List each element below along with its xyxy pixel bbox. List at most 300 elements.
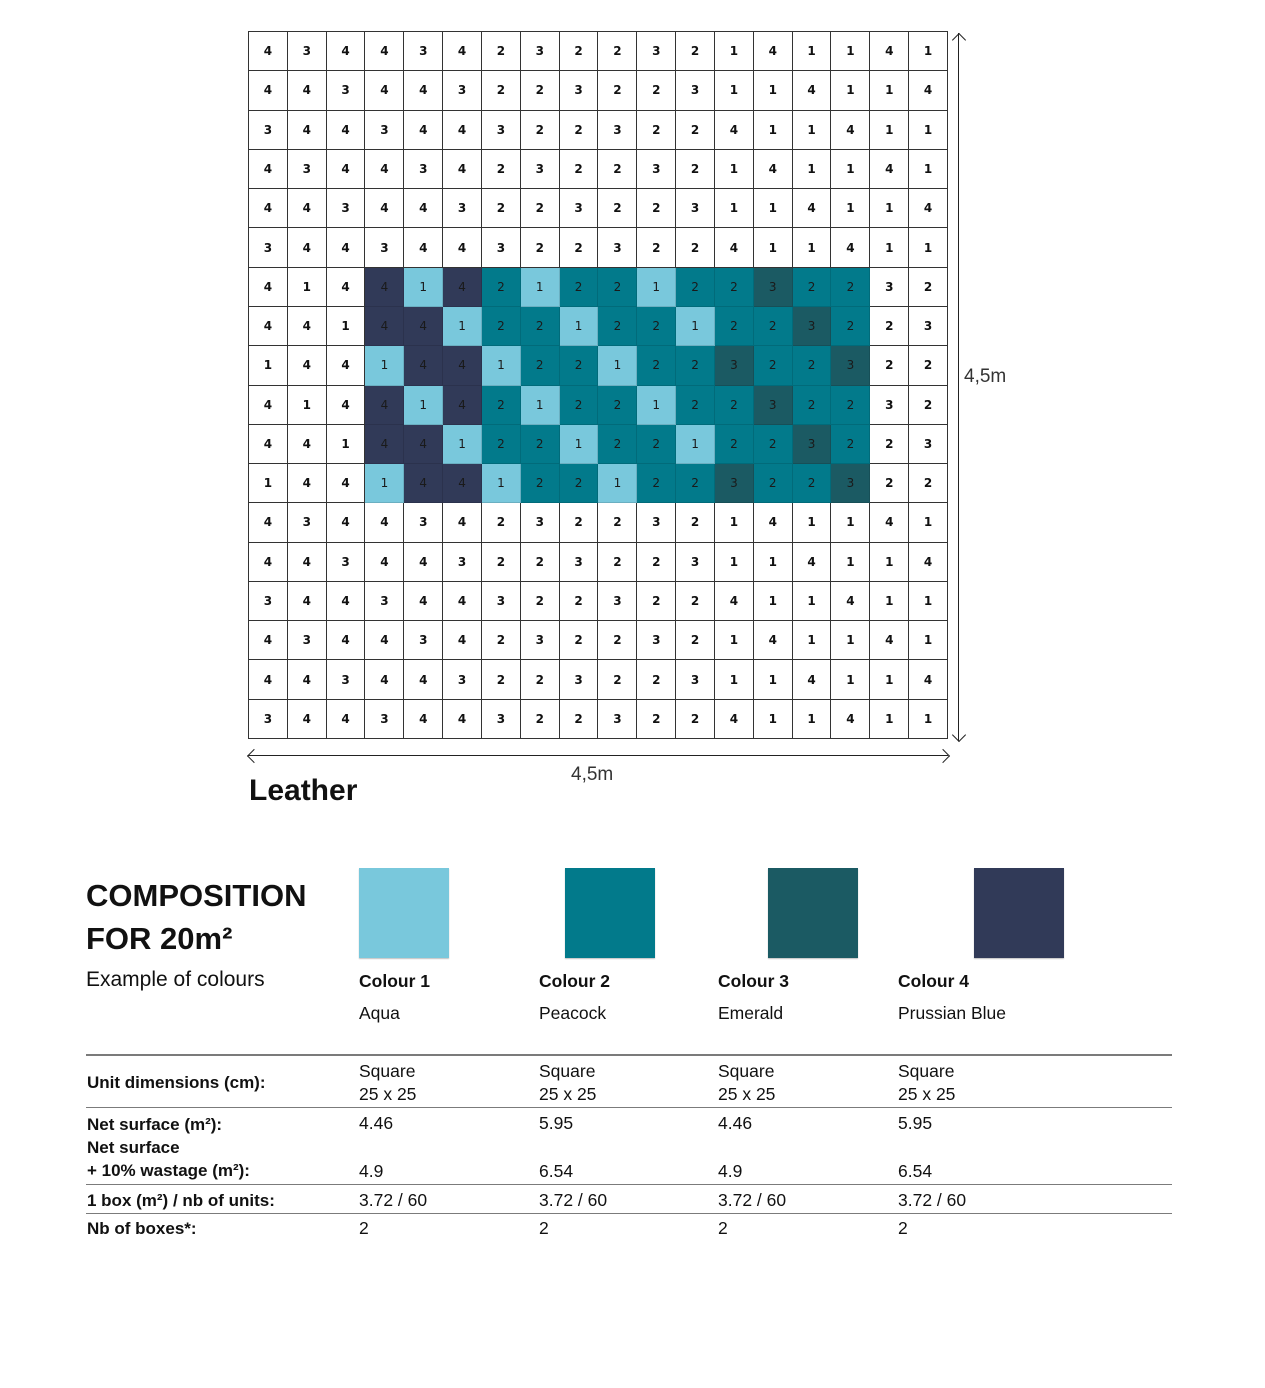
grid-cell: 4 — [793, 660, 832, 699]
grid-cell: 1 — [249, 464, 288, 503]
grid-cell: 1 — [870, 700, 909, 739]
grid-cell: 2 — [560, 621, 599, 660]
grid-cell: 1 — [793, 228, 832, 267]
grid-cell: 2 — [521, 700, 560, 739]
table-cell-box: 3.72 / 60 — [359, 1190, 428, 1210]
table-cell-wastage: 6.54 — [898, 1161, 933, 1181]
grid-cell: 2 — [598, 189, 637, 228]
grid-cell: 2 — [637, 425, 676, 464]
grid-cell: 1 — [482, 464, 521, 503]
grid-cell: 4 — [365, 307, 404, 346]
grid-cell: 4 — [443, 386, 482, 425]
grid-cell: 4 — [870, 621, 909, 660]
grid-cell: 3 — [249, 700, 288, 739]
grid-cell: 1 — [249, 346, 288, 385]
grid-cell: 3 — [288, 621, 327, 660]
grid-cell: 3 — [288, 503, 327, 542]
grid-cell: 4 — [365, 660, 404, 699]
grid-cell: 4 — [288, 543, 327, 582]
grid-cell: 2 — [482, 543, 521, 582]
table-cell-dim2: 25 x 25 — [539, 1084, 597, 1104]
grid-cell: 2 — [637, 228, 676, 267]
grid-cell: 1 — [327, 425, 366, 464]
grid-cell: 2 — [637, 464, 676, 503]
grid-cell: 2 — [521, 346, 560, 385]
grid-cell: 4 — [327, 700, 366, 739]
grid-cell: 1 — [754, 111, 793, 150]
grid-cell: 1 — [715, 543, 754, 582]
grid-cell: 2 — [676, 228, 715, 267]
grid-cell: 4 — [443, 503, 482, 542]
table-cell-dim2: 25 x 25 — [718, 1084, 776, 1104]
grid-cell: 2 — [598, 425, 637, 464]
colour-3-label: Colour 3 — [718, 971, 789, 991]
grid-cell: 2 — [637, 189, 676, 228]
grid-cell: 4 — [443, 268, 482, 307]
grid-cell: 4 — [443, 32, 482, 71]
grid-cell: 2 — [793, 464, 832, 503]
grid-cell: 2 — [676, 582, 715, 621]
arrow-down-icon — [952, 728, 966, 742]
grid-cell: 1 — [793, 621, 832, 660]
grid-cell: 1 — [793, 700, 832, 739]
table-cell-net: 5.95 — [539, 1113, 574, 1133]
grid-cell: 1 — [521, 386, 560, 425]
grid-cell: 2 — [715, 386, 754, 425]
grid-cell: 4 — [831, 582, 870, 621]
grid-cell: 2 — [598, 503, 637, 542]
grid-cell: 2 — [715, 268, 754, 307]
grid-cell: 3 — [327, 660, 366, 699]
grid-cell: 2 — [482, 71, 521, 110]
grid-cell: 2 — [637, 71, 676, 110]
grid-cell: 4 — [715, 111, 754, 150]
grid-cell: 4 — [249, 189, 288, 228]
grid-cell: 1 — [831, 189, 870, 228]
grid-cell: 3 — [754, 268, 793, 307]
grid-cell: 1 — [831, 71, 870, 110]
grid-cell: 1 — [831, 503, 870, 542]
grid-cell: 2 — [637, 660, 676, 699]
grid-cell: 2 — [637, 700, 676, 739]
grid-cell: 3 — [327, 71, 366, 110]
grid-cell: 2 — [482, 150, 521, 189]
grid-cell: 1 — [443, 425, 482, 464]
grid-cell: 1 — [870, 189, 909, 228]
grid-cell: 4 — [404, 346, 443, 385]
grid-cell: 4 — [365, 189, 404, 228]
grid-cell: 1 — [793, 111, 832, 150]
grid-cell: 3 — [443, 660, 482, 699]
grid-cell: 2 — [637, 543, 676, 582]
table-cell-box: 3.72 / 60 — [539, 1190, 608, 1210]
table-divider — [86, 1107, 1172, 1108]
grid-cell: 4 — [443, 111, 482, 150]
grid-cell: 4 — [404, 700, 443, 739]
width-label: 4,5m — [571, 764, 614, 785]
grid-cell: 2 — [560, 582, 599, 621]
grid-cell: 3 — [443, 71, 482, 110]
grid-cell: 1 — [676, 307, 715, 346]
grid-cell: 1 — [831, 32, 870, 71]
grid-cell: 1 — [754, 71, 793, 110]
grid-cell: 1 — [637, 268, 676, 307]
grid-cell: 2 — [676, 503, 715, 542]
grid-cell: 3 — [637, 32, 676, 71]
grid-cell: 3 — [754, 386, 793, 425]
grid-cell: 2 — [676, 700, 715, 739]
grid-cell: 2 — [676, 621, 715, 660]
table-cell-dim1: Square — [359, 1061, 416, 1081]
grid-cell: 2 — [909, 346, 948, 385]
grid-cell: 1 — [909, 111, 948, 150]
grid-cell: 3 — [598, 700, 637, 739]
grid-cell: 1 — [404, 268, 443, 307]
grid-cell: 1 — [365, 346, 404, 385]
grid-cell: 4 — [404, 228, 443, 267]
pattern-name: Leather — [249, 774, 358, 807]
grid-cell: 3 — [365, 700, 404, 739]
grid-cell: 2 — [560, 150, 599, 189]
grid-cell: 4 — [327, 228, 366, 267]
grid-cell: 2 — [754, 425, 793, 464]
arrow-left-icon — [247, 749, 261, 763]
grid-cell: 3 — [598, 111, 637, 150]
grid-cell: 3 — [521, 150, 560, 189]
grid-cell: 1 — [715, 32, 754, 71]
grid-cell: 4 — [249, 32, 288, 71]
grid-cell: 1 — [754, 228, 793, 267]
colour-2-swatch — [565, 868, 655, 958]
grid-cell: 4 — [715, 582, 754, 621]
grid-cell: 4 — [715, 228, 754, 267]
grid-cell: 1 — [715, 503, 754, 542]
grid-cell: 2 — [560, 32, 599, 71]
grid-cell: 2 — [870, 425, 909, 464]
table-cell-dim1: Square — [718, 1061, 775, 1081]
grid-cell: 4 — [443, 621, 482, 660]
nb-boxes-label: Nb of boxes*: — [87, 1219, 197, 1238]
grid-cell: 3 — [598, 228, 637, 267]
grid-cell: 3 — [909, 425, 948, 464]
grid-cell: 1 — [327, 307, 366, 346]
grid-cell: 1 — [560, 425, 599, 464]
grid-cell: 1 — [831, 543, 870, 582]
grid-cell: 1 — [793, 503, 832, 542]
grid-cell: 4 — [909, 189, 948, 228]
grid-cell: 3 — [560, 543, 599, 582]
colour-4-label: Colour 4 — [898, 971, 969, 991]
grid-cell: 4 — [443, 700, 482, 739]
grid-cell: 4 — [249, 307, 288, 346]
grid-cell: 4 — [909, 660, 948, 699]
grid-cell: 2 — [754, 307, 793, 346]
grid-cell: 2 — [870, 307, 909, 346]
colour-1-swatch — [359, 868, 449, 958]
table-cell-dim2: 25 x 25 — [898, 1084, 956, 1104]
grid-cell: 4 — [327, 150, 366, 189]
table-cell-dim2: 25 x 25 — [359, 1084, 417, 1104]
grid-cell: 2 — [482, 32, 521, 71]
grid-cell: 2 — [676, 111, 715, 150]
grid-cell: 4 — [365, 150, 404, 189]
grid-cell: 4 — [365, 621, 404, 660]
grid-cell: 3 — [831, 464, 870, 503]
grid-cell: 2 — [909, 268, 948, 307]
grid-cell: 1 — [754, 582, 793, 621]
grid-cell: 4 — [288, 660, 327, 699]
grid-cell: 3 — [637, 503, 676, 542]
composition-title-line2: FOR 20m² — [86, 921, 233, 956]
grid-cell: 3 — [327, 543, 366, 582]
grid-cell: 1 — [909, 700, 948, 739]
grid-cell: 2 — [482, 425, 521, 464]
grid-cell: 3 — [443, 189, 482, 228]
grid-cell: 2 — [482, 386, 521, 425]
grid-cell: 4 — [249, 425, 288, 464]
grid-cell: 1 — [482, 346, 521, 385]
grid-cell: 4 — [443, 228, 482, 267]
grid-cell: 1 — [560, 307, 599, 346]
grid-cell: 2 — [482, 189, 521, 228]
grid-cell: 2 — [521, 425, 560, 464]
grid-cell: 4 — [404, 71, 443, 110]
grid-cell: 4 — [327, 111, 366, 150]
grid-cell: 4 — [327, 621, 366, 660]
grid-cell: 3 — [482, 582, 521, 621]
grid-cell: 4 — [715, 700, 754, 739]
table-cell-dim1: Square — [539, 1061, 596, 1081]
grid-cell: 1 — [365, 464, 404, 503]
grid-cell: 4 — [754, 150, 793, 189]
grid-cell: 4 — [793, 71, 832, 110]
grid-cell: 1 — [288, 386, 327, 425]
grid-cell: 3 — [404, 503, 443, 542]
grid-cell: 3 — [404, 150, 443, 189]
grid-cell: 4 — [754, 621, 793, 660]
grid-cell: 4 — [793, 543, 832, 582]
grid-cell: 1 — [831, 660, 870, 699]
table-cell-net: 5.95 — [898, 1113, 933, 1133]
grid-cell: 4 — [754, 503, 793, 542]
colour-1-label: Colour 1 — [359, 971, 430, 991]
grid-cell: 1 — [754, 700, 793, 739]
grid-cell: 3 — [443, 543, 482, 582]
table-cell-net: 4.46 — [359, 1113, 394, 1133]
grid-cell: 1 — [870, 228, 909, 267]
table-cell-wastage: 4.9 — [718, 1161, 743, 1181]
grid-cell: 1 — [676, 425, 715, 464]
grid-cell: 3 — [676, 71, 715, 110]
colour-2-name: Peacock — [539, 1003, 607, 1023]
grid-cell: 3 — [560, 660, 599, 699]
grid-cell: 2 — [754, 346, 793, 385]
grid-cell: 4 — [909, 543, 948, 582]
grid-cell: 4 — [249, 621, 288, 660]
grid-cell: 2 — [598, 660, 637, 699]
grid-cell: 2 — [676, 346, 715, 385]
grid-cell: 4 — [754, 32, 793, 71]
grid-cell: 4 — [404, 660, 443, 699]
grid-cell: 1 — [909, 150, 948, 189]
grid-cell: 3 — [249, 228, 288, 267]
grid-cell: 2 — [598, 268, 637, 307]
grid-cell: 1 — [521, 268, 560, 307]
grid-cell: 1 — [598, 346, 637, 385]
grid-cell: 2 — [598, 543, 637, 582]
colour-3-name: Emerald — [718, 1003, 784, 1023]
grid-cell: 2 — [754, 464, 793, 503]
grid-cell: 4 — [365, 32, 404, 71]
grid-cell: 2 — [521, 543, 560, 582]
grid-cell: 2 — [598, 621, 637, 660]
grid-cell: 4 — [443, 346, 482, 385]
colour-4-swatch — [974, 868, 1064, 958]
grid-cell: 3 — [249, 111, 288, 150]
grid-cell: 3 — [365, 228, 404, 267]
grid-cell: 2 — [909, 464, 948, 503]
grid-cell: 3 — [404, 32, 443, 71]
grid-cell: 2 — [909, 386, 948, 425]
grid-cell: 4 — [831, 228, 870, 267]
grid-cell: 4 — [288, 111, 327, 150]
grid-cell: 2 — [637, 307, 676, 346]
grid-cell: 4 — [249, 150, 288, 189]
grid-cell: 4 — [327, 346, 366, 385]
grid-cell: 2 — [521, 111, 560, 150]
grid-cell: 3 — [793, 307, 832, 346]
grid-cell: 1 — [754, 660, 793, 699]
grid-cell: 4 — [288, 700, 327, 739]
grid-cell: 4 — [288, 228, 327, 267]
grid-cell: 2 — [598, 71, 637, 110]
grid-cell: 2 — [560, 503, 599, 542]
grid-cell: 4 — [249, 386, 288, 425]
grid-cell: 4 — [404, 543, 443, 582]
grid-cell: 1 — [870, 543, 909, 582]
grid-cell: 2 — [598, 150, 637, 189]
grid-cell: 4 — [288, 464, 327, 503]
grid-cell: 2 — [870, 346, 909, 385]
grid-cell: 2 — [676, 464, 715, 503]
grid-cell: 3 — [482, 228, 521, 267]
colour-2-label: Colour 2 — [539, 971, 610, 991]
wastage-label-line1: Net surface — [87, 1138, 180, 1157]
grid-cell: 2 — [598, 386, 637, 425]
grid-cell: 3 — [637, 621, 676, 660]
grid-cell: 2 — [793, 386, 832, 425]
arrow-right-icon — [936, 749, 950, 763]
grid-cell: 4 — [249, 71, 288, 110]
composition-title — [86, 874, 306, 960]
grid-cell: 4 — [365, 503, 404, 542]
grid-cell: 2 — [831, 268, 870, 307]
grid-cell: 2 — [676, 268, 715, 307]
grid-cell: 4 — [288, 425, 327, 464]
grid-cell: 4 — [327, 32, 366, 71]
grid-cell: 4 — [327, 268, 366, 307]
grid-cell: 3 — [676, 189, 715, 228]
grid-cell: 4 — [831, 111, 870, 150]
grid-cell: 4 — [870, 503, 909, 542]
grid-cell: 4 — [404, 189, 443, 228]
grid-cell: 3 — [288, 32, 327, 71]
grid-cell: 3 — [870, 386, 909, 425]
grid-cell: 3 — [327, 189, 366, 228]
grid-cell: 4 — [404, 425, 443, 464]
table-cell-boxes: 2 — [718, 1218, 728, 1238]
grid-cell: 2 — [637, 111, 676, 150]
table-cell-box: 3.72 / 60 — [898, 1190, 967, 1210]
grid-cell: 1 — [870, 71, 909, 110]
wastage-label-line2: + 10% wastage (m²): — [87, 1161, 250, 1180]
grid-cell: 2 — [870, 464, 909, 503]
grid-cell: 2 — [831, 425, 870, 464]
grid-cell: 4 — [404, 307, 443, 346]
grid-cell: 3 — [676, 660, 715, 699]
grid-cell: 3 — [288, 150, 327, 189]
grid-cell: 1 — [909, 32, 948, 71]
grid-cell: 4 — [909, 71, 948, 110]
grid-cell: 2 — [793, 268, 832, 307]
grid-cell: 1 — [870, 660, 909, 699]
grid-cell: 3 — [598, 582, 637, 621]
grid-cell: 4 — [249, 503, 288, 542]
grid-cell: 3 — [831, 346, 870, 385]
table-cell-net: 4.46 — [718, 1113, 753, 1133]
grid-cell: 1 — [909, 582, 948, 621]
table-cell-boxes: 2 — [539, 1218, 549, 1238]
width-dimension-line — [248, 755, 948, 756]
grid-cell: 2 — [793, 346, 832, 385]
grid-cell: 3 — [365, 582, 404, 621]
grid-cell: 2 — [482, 660, 521, 699]
grid-cell: 4 — [327, 582, 366, 621]
composition-title-line1: COMPOSITION — [86, 878, 307, 913]
grid-cell: 1 — [715, 621, 754, 660]
grid-cell: 1 — [793, 582, 832, 621]
grid-cell: 1 — [404, 386, 443, 425]
grid-cell: 2 — [598, 307, 637, 346]
tile-layout-grid — [248, 31, 948, 739]
arrow-up-icon — [952, 33, 966, 47]
grid-cell: 3 — [521, 503, 560, 542]
grid-cell: 4 — [365, 543, 404, 582]
table-cell-box: 3.72 / 60 — [718, 1190, 787, 1210]
colour-4-name: Prussian Blue — [898, 1003, 1006, 1023]
grid-cell: 4 — [793, 189, 832, 228]
grid-cell: 4 — [327, 464, 366, 503]
grid-cell: 2 — [521, 660, 560, 699]
table-cell-wastage: 4.9 — [359, 1161, 384, 1181]
grid-cell: 2 — [482, 621, 521, 660]
grid-cell: 1 — [870, 582, 909, 621]
grid-cell: 2 — [521, 189, 560, 228]
grid-cell: 3 — [715, 464, 754, 503]
grid-cell: 3 — [249, 582, 288, 621]
grid-cell: 2 — [637, 582, 676, 621]
grid-cell: 1 — [793, 150, 832, 189]
table-cell-boxes: 2 — [359, 1218, 369, 1238]
grid-cell: 2 — [521, 307, 560, 346]
grid-cell: 2 — [482, 268, 521, 307]
grid-cell: 2 — [676, 32, 715, 71]
grid-cell: 2 — [560, 111, 599, 150]
grid-cell: 3 — [404, 621, 443, 660]
grid-cell: 1 — [793, 32, 832, 71]
grid-cell: 4 — [365, 425, 404, 464]
grid-cell: 2 — [521, 464, 560, 503]
